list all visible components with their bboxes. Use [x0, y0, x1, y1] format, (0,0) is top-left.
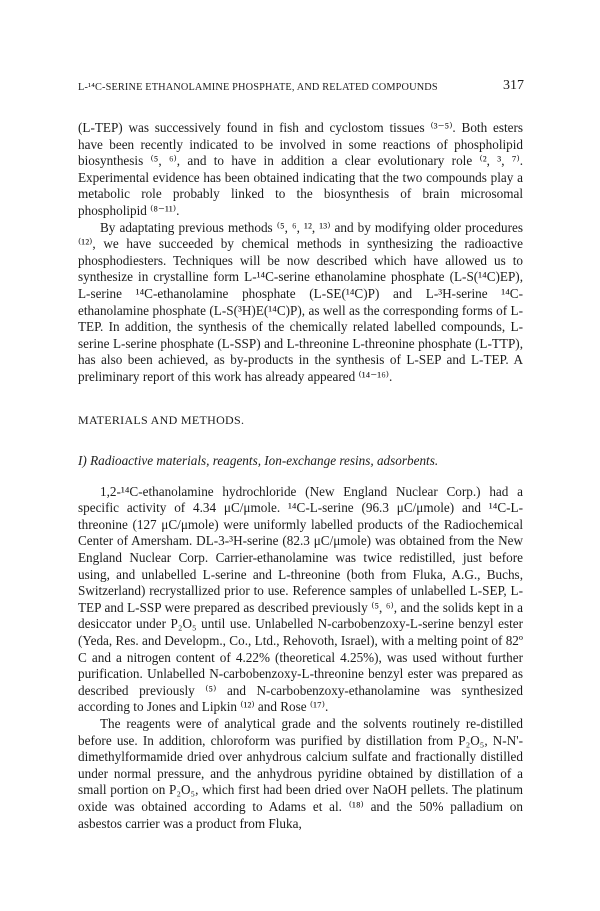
paragraph-radioactive-materials: 1,2-¹⁴C-ethanolamine hydrochloride (New England Nuclear Corp.) had a specific activity of 4.34 μC/μmole. ¹⁴C-L-serine (96.3 μC/μmole) and ¹⁴C-L-threonine (127 μC/μmole) were uniformly labelled products of the Radiochemical Center of Amersham. DL-3-³H-serine (82.3 μC/μmole) was obtained from the New England Nuclear Corp. Carrier-ethanolamine was twice redistilled, just before using, and unlabelled L-serine and L-threonine (both from Fluka, A.G., Buchs, Switzerland) recrystallized prior to use. Reference samples of unlabelled L-SEP, L-TEP and L-SSP were prepared as described previously ⁽⁵, ⁶⁾, and the solids kept in a desiccator under P₂O₅ until use. Unlabelled N-carbobenzoxy-L-serine benzyl ester (Yeda, Res. and Developm., Co., Ltd., Rehovoth, Israel), with a melting point of 82º C and a nitrogen content of 4.22% (theoretical 4.25%), was used without further purification. Unlabelled N-carbobenzoxy-L-threonine benzyl ester was prepared as described previously ⁽⁵⁾ and N-carbobenzoxy-ethanolamine was synthesized according to Jones and Lipkin ⁽¹²⁾ and Rose ⁽¹⁷⁾. — [78, 483, 523, 715]
section-heading: MATERIALS AND METHODS. — [78, 412, 245, 427]
body-text — [78, 120, 523, 832]
subsection-heading: I) Radioactive materials, reagents, Ion-exchange resins, adsorbents. — [78, 453, 439, 469]
paragraph-synthesis-overview: By adaptating previous methods ⁽⁵, ⁶, ¹², ¹³⁾ and by modifying older procedures ⁽¹²⁾, we have succeeded by chemical methods in synthesizing the radioactive phosphodiesters. Techniques will be now described which have allowed us to synthesize in crystalline form L-¹⁴C-serine ethanolamine phosphate (L-S(¹⁴C)EP), L-serine ¹⁴C-ethanolamine phosphate (L-SE(¹⁴C)P) and L-³H-serine ¹⁴C-ethanolamine phosphate (L-S(³H)E(¹⁴C)P), as well as the corresponding forms of L-TEP. In addition, the synthesis of the chemically related labelled compounds, L-serine L-serine phosphate (L-SSP) and L-threonine L-threonine phosphate (L-TTP), has also been achieved, as by-products in the synthesis of L-SEP and L-TEP. A preliminary report of this work has already appeared ⁽¹⁴⁻¹⁶⁾. — [78, 219, 523, 384]
page-number: 317 — [503, 78, 524, 93]
page-header — [78, 78, 524, 98]
running-head: L-¹⁴C-SERINE ETHANOLAMINE PHOSPHATE, AND RELATED COMPOUNDS — [78, 82, 438, 93]
paragraph-reagents: The reagents were of analytical grade and the solvents routinely re-distilled before use. In addition, chloroform was purified by distillation from P₂O₅, N-N'-dimethylformamide dried over anhydrous calcium sulfate and fractionally distilled under normal pressure, and the anhydrous pyridine obtained by distillation of a small portion on P₂O₅, which first had been dried over NaOH pellets. The platinum oxide was obtained according to Adams et al. ⁽¹⁸⁾ and the 50% palladium on asbestos carrier was a product from Fluka, — [78, 716, 523, 831]
paragraph-intro-continued: (L-TEP) was successively found in fish and cyclostom tissues ⁽³⁻⁵⁾. Both esters have been recently indicated to be involved in some reactions of phospholipid biosynthesis ⁽⁵, ⁶⁾, and to have in addition a clear evolutionary role ⁽², ³, ⁷⁾. Experimental evidence has been obtained indicating that the two compounds play a metabolic role probably linked to the biosynthesis of brain microsomal phospholipid ⁽⁸⁻¹¹⁾. — [78, 120, 523, 218]
